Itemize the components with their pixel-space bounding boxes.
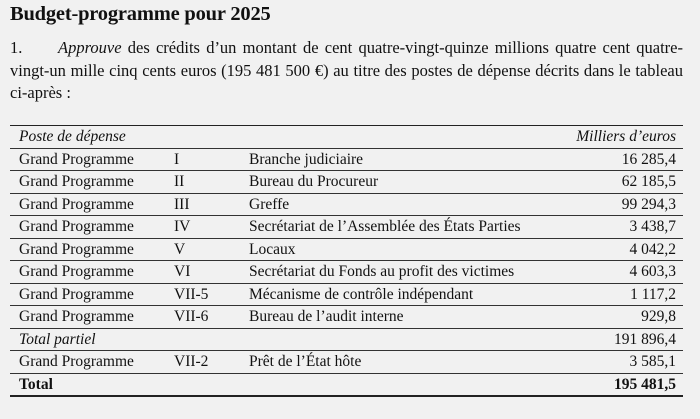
page-title: Budget-programme pour 2025 xyxy=(10,3,271,25)
description-cell: Secrétariat de l’Assemblée des États Parties xyxy=(240,216,547,239)
description-cell: Branche judiciaire xyxy=(240,148,547,171)
code-cell: I xyxy=(165,148,240,171)
header-expense-item: Poste de dépense xyxy=(10,126,547,149)
subtotal-label: Total partiel xyxy=(10,328,547,351)
code-cell: IV xyxy=(165,216,240,239)
table-row xyxy=(10,283,683,306)
code-cell: V xyxy=(165,238,240,261)
table-row xyxy=(10,171,683,194)
description-cell: Secrétariat du Fonds au profit des victimes xyxy=(240,261,547,284)
total-label: Total xyxy=(10,373,547,396)
table-header-row xyxy=(10,126,683,149)
amount-cell: 929,8 xyxy=(547,306,683,329)
table-row xyxy=(10,193,683,216)
code-cell: VII-5 xyxy=(165,283,240,306)
table-row xyxy=(10,238,683,261)
code-cell: VII-6 xyxy=(165,306,240,329)
description-cell: Mécanisme de contrôle indépendant xyxy=(240,283,547,306)
subtotal-amount: 191 896,4 xyxy=(547,328,683,351)
table-row xyxy=(10,351,683,374)
program-cell: Grand Programme xyxy=(10,193,165,216)
approval-paragraph xyxy=(10,37,683,105)
subtotal-row xyxy=(10,328,683,351)
header-unit: Milliers d’euros xyxy=(547,126,683,149)
description-cell: Prêt de l’État hôte xyxy=(240,351,547,374)
code-cell: VII-2 xyxy=(165,351,240,374)
total-amount: 195 481,5 xyxy=(547,373,683,396)
program-cell: Grand Programme xyxy=(10,148,165,171)
code-cell: III xyxy=(165,193,240,216)
table-row xyxy=(10,148,683,171)
code-cell: II xyxy=(165,171,240,194)
program-cell: Grand Programme xyxy=(10,238,165,261)
amount-cell: 1 117,2 xyxy=(547,283,683,306)
description-cell: Locaux xyxy=(240,238,547,261)
description-cell: Bureau du Procureur xyxy=(240,171,547,194)
program-cell: Grand Programme xyxy=(10,351,165,374)
amount-cell: 3 585,1 xyxy=(547,351,683,374)
amount-cell: 16 285,4 xyxy=(547,148,683,171)
budget-table xyxy=(10,125,683,397)
table-row xyxy=(10,261,683,284)
paragraph-text: des crédits d’un montant de cent quatre-vingt-quinze millions quatre cent quatre-vingt-un mille cinq cents euros (195 481 500 €) au titre des postes de dépense décrits dans le tableau ci-après : xyxy=(10,38,683,102)
description-cell: Greffe xyxy=(240,193,547,216)
program-cell: Grand Programme xyxy=(10,306,165,329)
program-cell: Grand Programme xyxy=(10,216,165,239)
amount-cell: 99 294,3 xyxy=(547,193,683,216)
amount-cell: 3 438,7 xyxy=(547,216,683,239)
table-row xyxy=(10,306,683,329)
amount-cell: 4 603,3 xyxy=(547,261,683,284)
paragraph-verb: Approuve xyxy=(58,38,122,57)
amount-cell: 62 185,5 xyxy=(547,171,683,194)
paragraph-number: 1. xyxy=(10,38,23,57)
total-row xyxy=(10,373,683,396)
program-cell: Grand Programme xyxy=(10,261,165,284)
code-cell: VI xyxy=(165,261,240,284)
description-cell: Bureau de l’audit interne xyxy=(240,306,547,329)
table-row xyxy=(10,216,683,239)
amount-cell: 4 042,2 xyxy=(547,238,683,261)
program-cell: Grand Programme xyxy=(10,171,165,194)
program-cell: Grand Programme xyxy=(10,283,165,306)
